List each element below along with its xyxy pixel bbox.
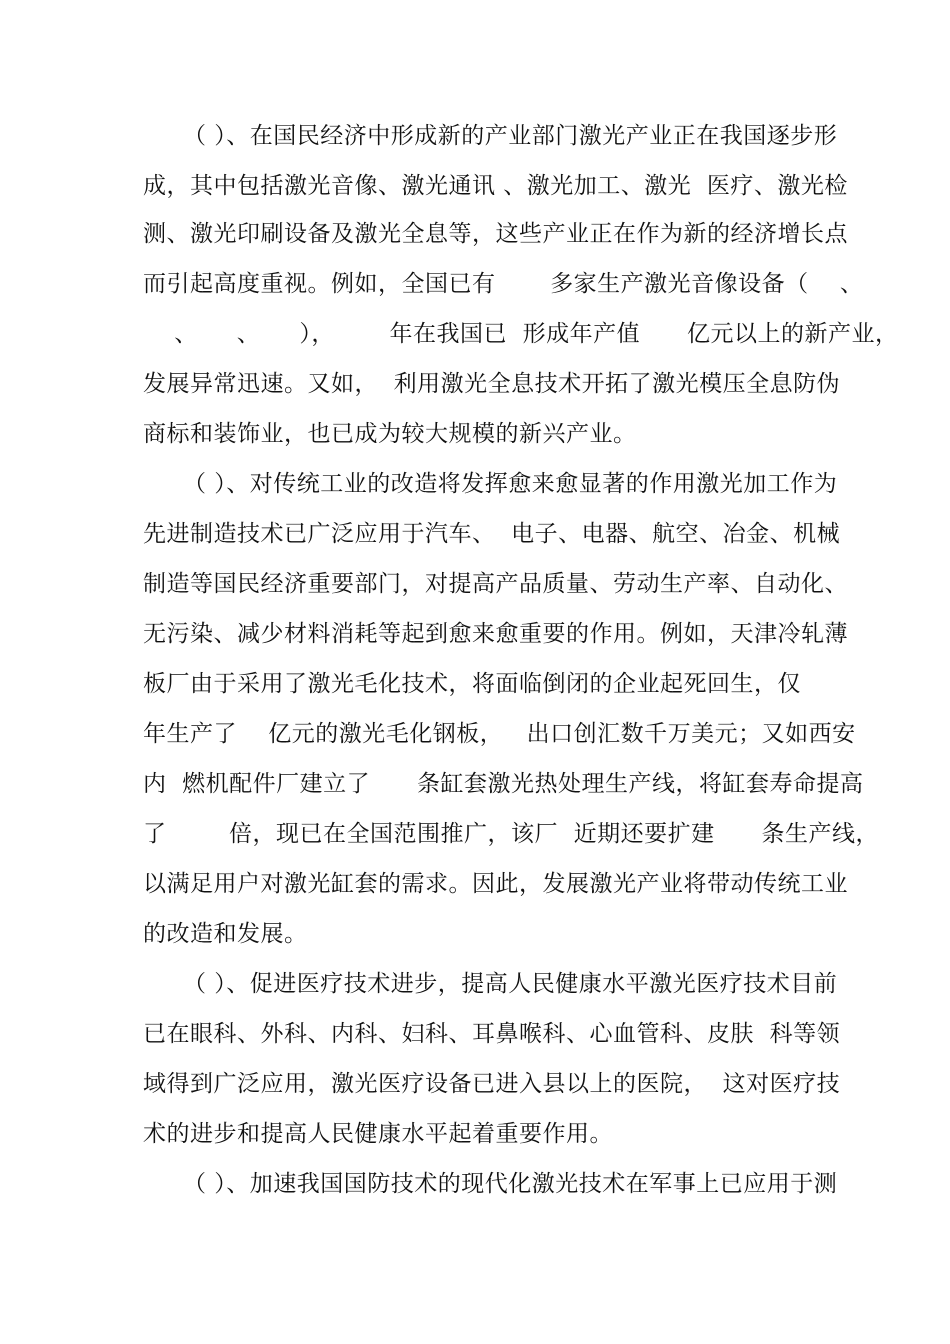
text-line: （ ）、对传统工业的改造将发挥愈来愈显著的作用激光加工作为 xyxy=(183,471,838,497)
text-line: 术的进步和提高人民健康水平起着重要作用。 xyxy=(143,1121,613,1147)
text-line: （ ）、加速我国国防技术的现代化激光技术在军事上已应用于测 xyxy=(183,1171,838,1197)
text-line: 测、激光印刷设备及激光全息等，这些产业正在作为新的经济增长点 xyxy=(143,221,848,247)
text-line: 制造等国民经济重要部门，对提高产品质量、劳动生产率、自动化、 xyxy=(143,571,848,597)
text-line: 先进制造技术已广泛应用于汽车、 电子、电器、航空、冶金、机械 xyxy=(143,521,841,547)
text-line: 已在眼科、外科、内科、妇科、耳鼻喉科、心血管科、皮肤 科等领 xyxy=(143,1021,841,1047)
text-line: 了 倍，现已在全国范围推广，该厂 近期还要扩建 条生产线， xyxy=(143,821,879,847)
text-line: 成，其中包括激光音像、激光通讯 、激光加工、激光 医疗、激光检 xyxy=(143,173,848,199)
text-line: 商标和装饰业，也已成为较大规模的新兴产业。 xyxy=(143,421,637,447)
text-line: 而引起高度重视。例如，全国已有 多家生产激光音像设备（ 、 xyxy=(143,271,864,297)
text-line: 以满足用户对激光缸套的需求。因此，发展激光产业将带动传统工业 xyxy=(143,871,848,897)
text-line: 域得到广泛应用，激光医疗设备已进入县以上的医院， 这对医疗技 xyxy=(143,1071,841,1097)
text-line: （ ）、在国民经济中形成新的产业部门激光产业正在我国逐步形 xyxy=(183,123,838,149)
text-line: 年生产了 亿元的激光毛化钢板， 出口创汇数千万美元；又如西安 xyxy=(143,721,856,747)
text-line: （ ）、促进医疗技术进步，提高人民健康水平激光医疗技术目前 xyxy=(183,971,838,997)
text-line: 无污染、减少材料消耗等起到愈来愈重要的作用。例如，天津冷轧薄 xyxy=(143,621,848,647)
text-line: 、 、 ）， 年在我国已 形成年产值 亿元以上的新产业， xyxy=(143,321,899,347)
text-line: 发展异常迅速。又如， 利用激光全息技术开拓了激光模压全息防伪 xyxy=(143,371,841,397)
text-line: 内 燃机配件厂建立了 条缸套激光热处理生产线，将缸套寿命提高 xyxy=(143,771,864,797)
text-line: 板厂由于采用了激光毛化技术，将面临倒闭的企业起死回生，仅 xyxy=(143,671,801,697)
text-line: 的改造和发展。 xyxy=(143,921,308,947)
